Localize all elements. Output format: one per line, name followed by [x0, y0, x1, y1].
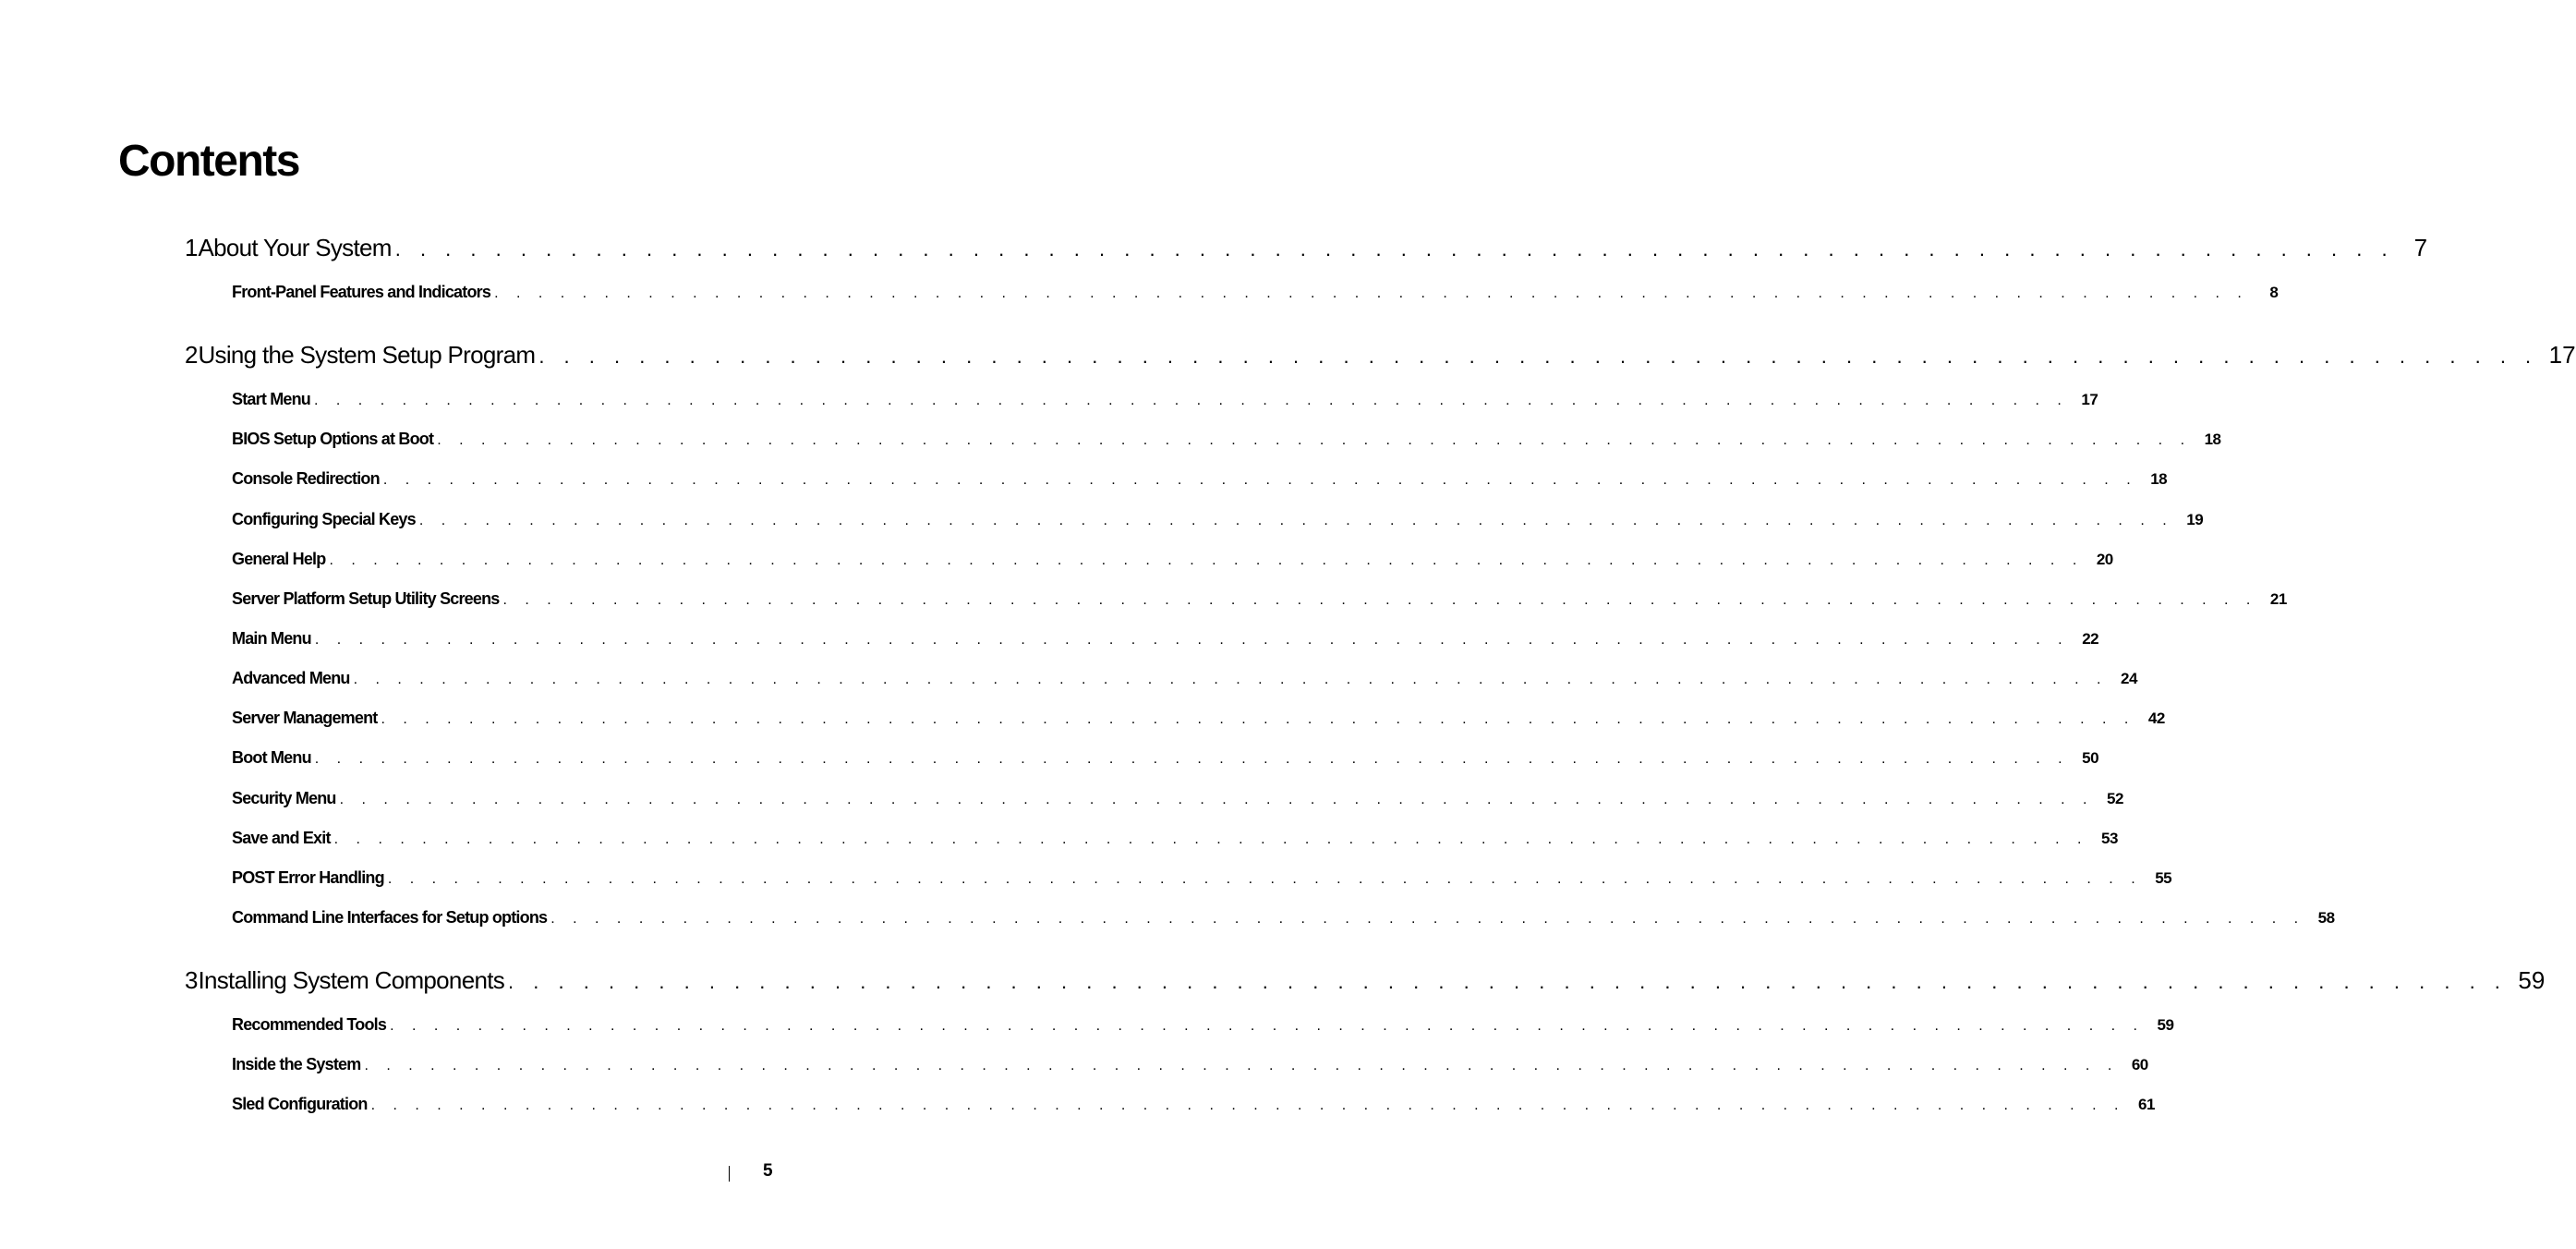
section-page-number[interactable]: 60 — [2131, 1056, 2148, 1074]
dot-leader: . . . . . . . . . . . . . . . . . . . . . . . . . . . . . . . . . . . . . . . . . . . . . . . . . . . . . . . . . . . . . . . . . . . . . . . . . . . . . . . . — [314, 751, 2070, 768]
dot-leader: . . . . . . . . . . . . . . . . . . . . . . . . . . . . . . . . . . . . . . . . . . . . . . . . . . . . . . . . . . . . . . . . . . . . . . . . . . . . . . . . — [381, 711, 2135, 728]
dot-leader: . . . . . . . . . . . . . . . . . . . . . . . . . . . . . . . . . . . . . . . . . . . . . . . . . . . . . . . . . . . . . . . . . . . . . . . . . . . . . . . . — [382, 472, 2138, 489]
toc-section-entry[interactable] — [232, 547, 2113, 571]
section-page-number[interactable]: 58 — [2317, 908, 2335, 927]
toc-section-entry[interactable] — [232, 427, 2221, 451]
toc-chapter-entry[interactable] — [185, 231, 2428, 264]
section-title[interactable]: Server Management — [232, 709, 378, 728]
chapter-title[interactable]: Installing System Components — [198, 966, 505, 994]
footer-divider — [729, 1166, 730, 1182]
section-page-number[interactable]: 59 — [2157, 1016, 2174, 1034]
section-page-number[interactable]: 20 — [2096, 550, 2113, 568]
chapter-number: 3 — [185, 966, 199, 994]
page-title: Contents — [118, 137, 299, 186]
section-title[interactable]: General Help — [232, 549, 326, 568]
dot-leader: . . . . . . . . . . . . . . . . . . . . . . . . . . . . . . . . . . . . . . . . . . . . . . . . . . . . . . . . . . . . . . . . . . . . . . . . . . . . . . . . — [314, 393, 2069, 408]
toc-section-entry[interactable] — [232, 1013, 2174, 1037]
toc-section-entry[interactable] — [232, 507, 2204, 531]
toc-section-entry[interactable] — [232, 1052, 2148, 1076]
toc-chapter-entry[interactable] — [185, 964, 2546, 997]
section-page-number[interactable]: 21 — [2269, 589, 2287, 608]
section-title[interactable]: Console Redirection — [232, 469, 380, 489]
section-title[interactable]: Sled Configuration — [232, 1095, 368, 1114]
dot-leader: . . . . . . . . . . . . . . . . . . . . . . . . . . . . . . . . . . . . . . . . . . . . . . . . . . . . . . . . . . . . . . . . . . . . . . . . . . . . . . . . — [508, 970, 2508, 993]
page-number: 5 — [763, 1161, 773, 1181]
toc-section-entry[interactable] — [232, 387, 2098, 411]
section-title[interactable]: Front-Panel Features and Indicators — [232, 283, 491, 301]
dot-leader: . . . . . . . . . . . . . . . . . . . . . . . . . . . . . . . . . . . . . . . . . . . . . . . . . . . . . . . . . . . . . . . . . . . . . . . . . . . . . . . . — [353, 672, 2108, 687]
dot-leader: . . . . . . . . . . . . . . . . . . . . . . . . . . . . . . . . . . . . . . . . . . . . . . . . . . . . . . . . . . . . . . . . . . . . . . . . . . . . . . . . — [364, 1058, 2119, 1074]
toc-chapter-entry[interactable] — [185, 338, 2576, 371]
dot-leader: . . . . . . . . . . . . . . . . . . . . . . . . . . . . . . . . . . . . . . . . . . . . . . . . . . . . . . . . . . . . . . . . . . . . . . . . . . . . . . . . — [329, 552, 2084, 568]
section-title[interactable]: Save and Exit — [232, 828, 331, 847]
section-page-number[interactable]: 50 — [2082, 749, 2099, 768]
toc-section-entry[interactable] — [232, 706, 2165, 730]
toc-section-entry[interactable] — [232, 467, 2168, 491]
section-page-number[interactable]: 52 — [2107, 789, 2123, 807]
toc-section-entry[interactable] — [232, 587, 2287, 611]
toc-section-entry[interactable] — [232, 666, 2137, 690]
section-page-number[interactable]: 53 — [2101, 829, 2118, 847]
section-title[interactable]: Security Menu — [232, 788, 336, 807]
chapter-page-number[interactable]: 59 — [2518, 966, 2546, 994]
dot-leader: . . . . . . . . . . . . . . . . . . . . . . . . . . . . . . . . . . . . . . . . . . . . . . . . . . . . . . . . . . . . . . . . . . . . . . . . . . . . . . . . — [502, 591, 2257, 608]
section-page-number[interactable]: 18 — [2150, 470, 2168, 489]
dot-leader: . . . . . . . . . . . . . . . . . . . . . . . . . . . . . . . . . . . . . . . . . . . . . . . . . . . . . . . . . . . . . . . . . . . . . . . . . . . . . . . . — [437, 432, 2192, 449]
chapter-page-number[interactable]: 7 — [2413, 234, 2428, 261]
section-title[interactable]: Configuring Special Keys — [232, 509, 416, 528]
section-page-number[interactable]: 18 — [2204, 430, 2221, 449]
section-page-number[interactable]: 17 — [2081, 391, 2098, 408]
dot-leader: . . . . . . . . . . . . . . . . . . . . . . . . . . . . . . . . . . . . . . . . . . . . . . . . . . . . . . . . . . . . . . . . . . . . . . . . . . . . . . . . — [418, 512, 2174, 528]
dot-leader: . . . . . . . . . . . . . . . . . . . . . . . . . . . . . . . . . . . . . . . . . . . . . . . . . . . . . . . . . . . . . . . . . . . . . . . . . . . . . . . . — [339, 791, 2094, 807]
toc-section-entry[interactable] — [232, 280, 2279, 304]
section-title[interactable]: Recommended Tools — [232, 1015, 387, 1034]
dot-leader: . . . . . . . . . . . . . . . . . . . . . . . . . . . . . . . . . . . . . . . . . . . . . . . . . . . . . . . . . . . . . . . . . . . . . . . . . . . . . . . . — [370, 1097, 2125, 1114]
dot-leader: . . . . . . . . . . . . . . . . . . . . . . . . . . . . . . . . . . . . . . . . . . . . . . . . . . . . . . . . . . . . . . . . . . . . . . . . . . . . . . . . — [550, 910, 2305, 927]
section-title[interactable]: POST Error Handling — [232, 867, 384, 887]
toc-section-entry[interactable] — [232, 905, 2335, 929]
toc-section-entry[interactable] — [232, 746, 2099, 770]
chapter-page-number[interactable]: 17 — [2548, 341, 2576, 369]
chapter-number: 2 — [185, 341, 199, 369]
section-page-number[interactable]: 24 — [2121, 670, 2137, 687]
section-title[interactable]: Advanced Menu — [232, 669, 350, 687]
section-title[interactable]: Main Menu — [232, 628, 311, 648]
section-page-number[interactable]: 61 — [2137, 1096, 2155, 1114]
dot-leader: . . . . . . . . . . . . . . . . . . . . . . . . . . . . . . . . . . . . . . . . . . . . . . . . . . . . . . . . . . . . . . . . . . . . . . . . . . . . . . . . — [494, 285, 2249, 301]
dot-leader: . . . . . . . . . . . . . . . . . . . . . . . . . . . . . . . . . . . . . . . . . . . . . . . . . . . . . . . . . . . . . . . . . . . . . . . . . . . . . . . . — [333, 831, 2088, 847]
section-page-number[interactable]: 19 — [2186, 510, 2204, 528]
toc-section-entry[interactable] — [232, 826, 2118, 850]
dot-leader: . . . . . . . . . . . . . . . . . . . . . . . . . . . . . . . . . . . . . . . . . . . . . . . . . . . . . . . . . . . . . . . . . . . . . . . . . . . . . . . . — [394, 237, 2395, 261]
section-title[interactable]: BIOS Setup Options at Boot — [232, 430, 434, 449]
dot-leader: . . . . . . . . . . . . . . . . . . . . . . . . . . . . . . . . . . . . . . . . . . . . . . . . . . . . . . . . . . . . . . . . . . . . . . . . . . . . . . . . — [390, 1018, 2145, 1034]
dot-leader: . . . . . . . . . . . . . . . . . . . . . . . . . . . . . . . . . . . . . . . . . . . . . . . . . . . . . . . . . . . . . . . . . . . . . . . . . . . . . . . . — [314, 631, 2070, 648]
section-title[interactable]: Inside the System — [232, 1055, 361, 1074]
section-page-number[interactable]: 8 — [2269, 284, 2279, 301]
section-title[interactable]: Command Line Interfaces for Setup options — [232, 907, 548, 927]
dot-leader: . . . . . . . . . . . . . . . . . . . . . . . . . . . . . . . . . . . . . . . . . . . . . . . . . . . . . . . . . . . . . . . . . . . . . . . . . . . . . . . . — [387, 870, 2143, 887]
section-page-number[interactable]: 22 — [2082, 629, 2099, 648]
chapter-title[interactable]: About Your System — [198, 234, 392, 261]
chapter-number: 1 — [185, 234, 199, 261]
section-title[interactable]: Boot Menu — [232, 748, 311, 768]
chapter-title[interactable]: Using the System Setup Program — [198, 341, 536, 369]
dot-leader: . . . . . . . . . . . . . . . . . . . . . . . . . . . . . . . . . . . . . . . . . . . . . . . . . . . . . . . . . . . . . . . . . . . . . . . . . . . . . . . . — [538, 345, 2538, 368]
toc-section-entry[interactable] — [232, 786, 2123, 810]
toc-section-entry[interactable] — [232, 1092, 2155, 1116]
section-title[interactable]: Start Menu — [232, 390, 311, 408]
toc-section-entry[interactable] — [232, 866, 2172, 890]
section-page-number[interactable]: 55 — [2155, 868, 2172, 887]
toc-section-entry[interactable] — [232, 626, 2099, 650]
section-page-number[interactable]: 42 — [2147, 709, 2165, 728]
section-title[interactable]: Server Platform Setup Utility Screens — [232, 588, 500, 608]
